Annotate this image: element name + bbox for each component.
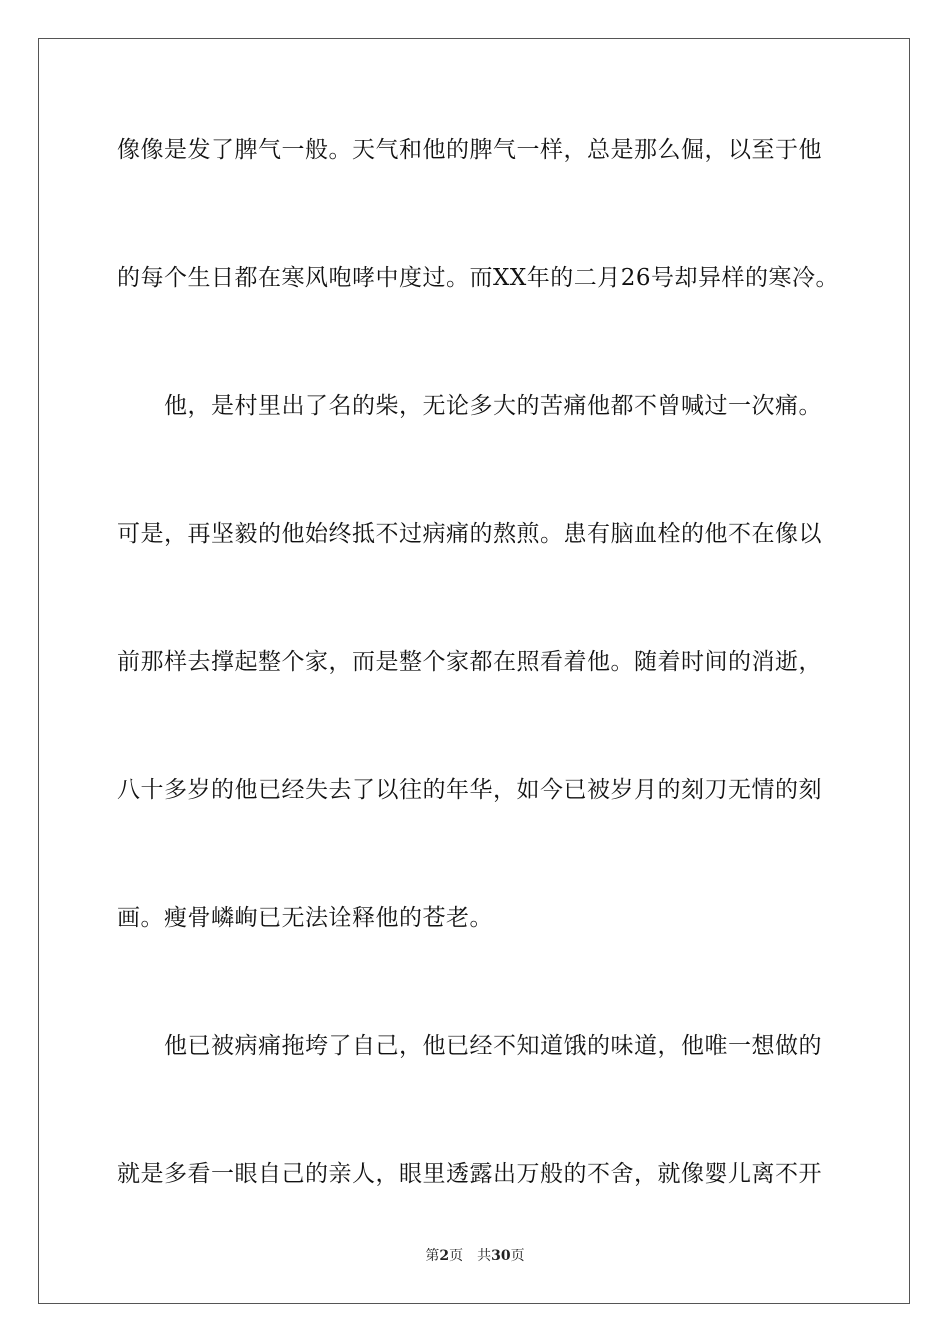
body-line-3: 他，是村里出了名的柴，无论多大的苦痛他都不曾喊过一次痛。	[164, 393, 822, 419]
body-line-4: 可是，再坚毅的他始终抵不过病痛的熬煎。患有脑血栓的他不在像以	[117, 521, 822, 547]
body-line-2: 的每个生日都在寒风咆哮中度过。而XX年的二月26号却异样的寒冷。	[117, 265, 840, 291]
body-line-6: 八十多岁的他已经失去了以往的年华，如今已被岁月的刻刀无情的刻	[117, 777, 822, 803]
total-suffix: 页	[510, 1248, 525, 1264]
body-line-8: 他已被病痛拖垮了自己，他已经不知道饿的味道，他唯一想做的	[164, 1033, 822, 1059]
total-pages: 30	[491, 1248, 511, 1264]
body-line-1: 像像是发了脾气一般。天气和他的脾气一样，总是那么倔，以至于他	[117, 137, 822, 163]
page-prefix: 第	[425, 1248, 440, 1264]
page-suffix: 页	[449, 1248, 464, 1264]
total-prefix: 共	[477, 1248, 492, 1264]
body-line-7: 画。瘦骨嶙峋已无法诠释他的苍老。	[117, 905, 493, 931]
body-line-9: 就是多看一眼自己的亲人，眼里透露出万般的不舍，就像婴儿离不开	[117, 1161, 822, 1187]
body-line-5: 前那样去撑起整个家，而是整个家都在照看着他。随着时间的消逝，	[117, 649, 822, 675]
page-number: 2	[439, 1248, 450, 1264]
page-footer	[0, 1246, 950, 1266]
